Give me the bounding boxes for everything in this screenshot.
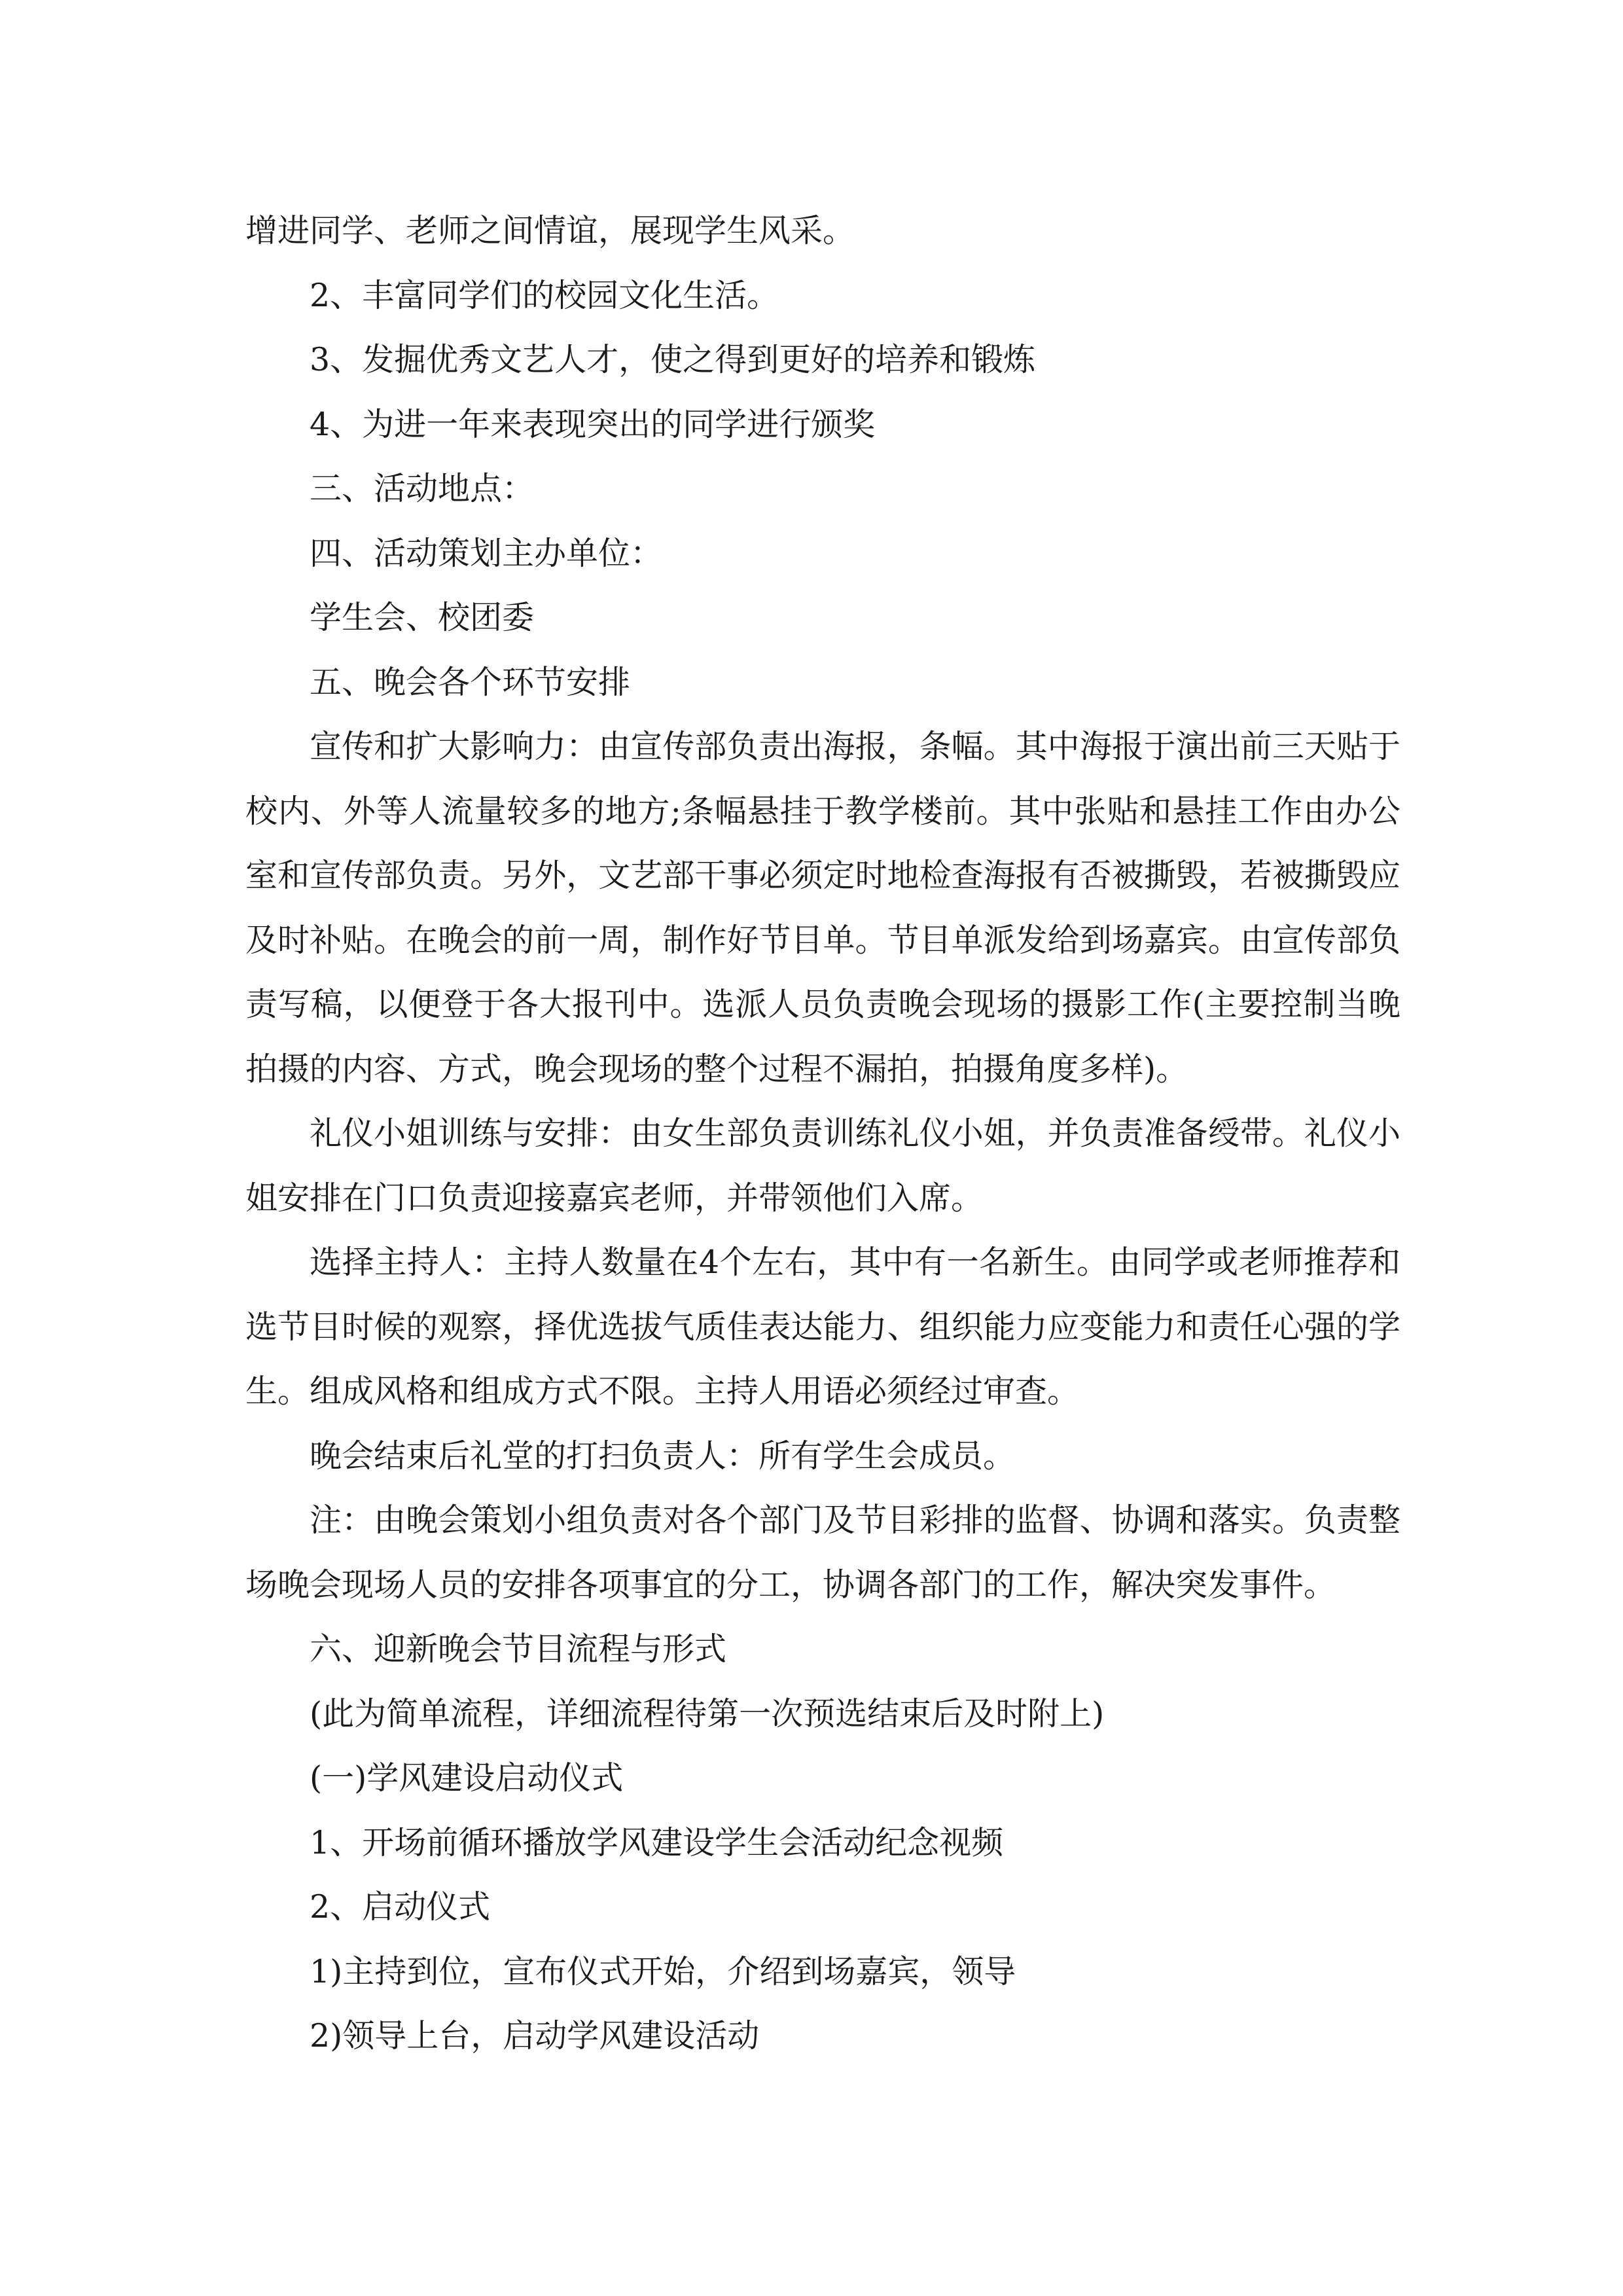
paragraph-etiquette: 礼仪小姐训练与安排：由女生部负责训练礼仪小姐，并负责准备绶带。礼仪小姐安排在门口负责迎接嘉宾老师，并带领他们入席。 — [245, 1115, 1400, 1217]
heading-venue: 三、活动地点： — [310, 470, 535, 507]
paragraph-ceremony-1: 1、开场前循环播放学风建设学生会活动纪念视频 — [310, 1823, 1004, 1861]
document-body — [245, 199, 1400, 2069]
paragraph-note: 注：由晚会策划小组负责对各个部门及节目彩排的监督、协调和落实。负责整场晚会现场人员的安排各项事宜的分工，协调各部门的工作，解决突发事件。 — [245, 1501, 1400, 1604]
paragraph-organizer: 学生会、校团委 — [310, 599, 535, 636]
paragraph-hosts: 选择主持人：主持人数量在4个左右，其中有一名新生。由同学或老师推荐和选节目时候的观察，择优选拔气质佳表达能力、组织能力应变能力和责任心强的学生。组成风格和组成方式不限。主持人用语必须经过审查。 — [245, 1244, 1400, 1410]
paragraph-ceremony-2-1: 1)主持到位，宣布仪式开始，介绍到场嘉宾，领导 — [310, 1952, 1016, 1990]
paragraph-intro-continuation: 增进同学、老师之间情谊，展现学生风采。 — [245, 212, 855, 249]
heading-program-flow: 六、迎新晚会节目流程与形式 — [310, 1630, 727, 1668]
paragraph-purpose-4: 4、为进一年来表现突出的同学进行颁奖 — [310, 405, 876, 443]
paragraph-flow-remark: (此为简单流程，详细流程待第一次预选结束后及时附上) — [310, 1695, 1105, 1732]
paragraph-ceremony-2-2: 2)领导上台，启动学风建设活动 — [310, 2017, 760, 2054]
paragraph-purpose-2: 2、丰富同学们的校园文化生活。 — [310, 276, 779, 314]
paragraph-cleanup: 晚会结束后礼堂的打扫负责人：所有学生会成员。 — [310, 1437, 1016, 1475]
paragraph-purpose-3: 3、发掘优秀文艺人才，使之得到更好的培养和锻炼 — [310, 341, 1036, 378]
heading-organizer: 四、活动策划主办单位： — [310, 534, 663, 572]
paragraph-publicity: 宣传和扩大影响力：由宣传部负责出海报，条幅。其中海报于演出前三天贴于校内、外等人流量较多的地方;条幅悬挂于教学楼前。其中张贴和悬挂工作由办公室和宣传部负责。另外，文艺部干事必须定时地检查海报有否被撕毁，若被撕毁应及时补贴。在晚会的前一周，制作好节目单。节目单派发给到场嘉宾。由宣传部负责写稿，以便登于各大报刊中。选派人员负责晚会现场的摄影工作(主要控制当晚拍摄的内容、方式，晚会现场的整个过程不漏拍，拍摄角度多样)。 — [245, 728, 1400, 1088]
paragraph-ceremony-2: 2、启动仪式 — [310, 1888, 491, 1926]
heading-arrangements: 五、晚会各个环节安排 — [310, 663, 631, 701]
heading-launch-ceremony: (一)学风建设启动仪式 — [310, 1759, 624, 1797]
